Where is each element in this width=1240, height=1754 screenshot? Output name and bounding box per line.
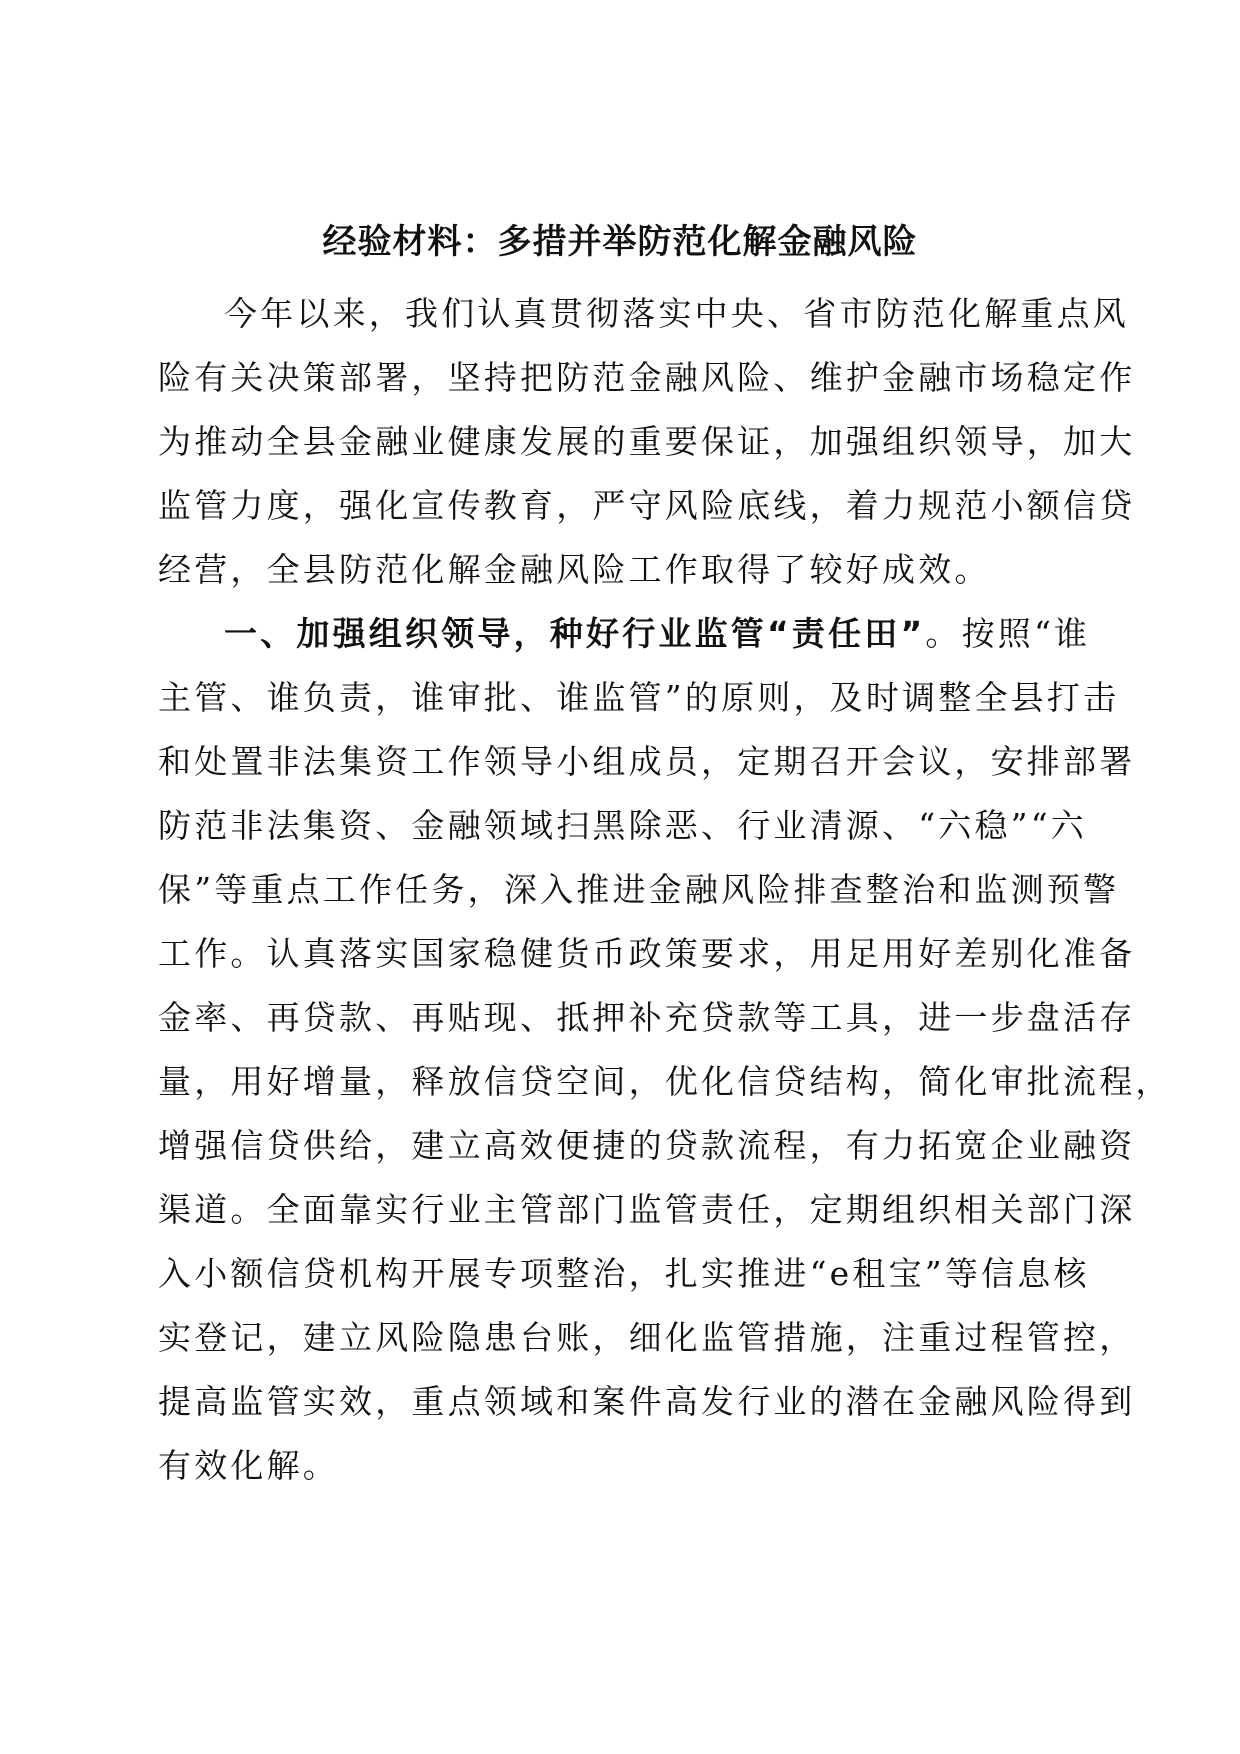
intro-line: 监管力度，强化宣传教育，严守风险底线，着力规范小额信贷: [158, 486, 1136, 525]
section-1-line: 实登记，建立风险隐患台账，细化监管措施，注重过程管控，: [158, 1318, 1136, 1357]
section-1-heading: 一、加强组织领导，种好行业监管“责任田”: [224, 614, 926, 653]
section-1-line: 防范非法集资、金融领域扫黑除恶、行业清源、“六稳”“六: [158, 806, 1088, 845]
section-1-line: 金率、再贷款、再贴现、抵押补充贷款等工具，进一步盘活存: [158, 998, 1136, 1037]
intro-paragraph: [158, 282, 1136, 602]
section-1-first-line-rest: 。按照“谁: [925, 614, 1091, 653]
section-1-paragraph: [158, 602, 1172, 1498]
section-1-line: 有效化解。: [158, 1446, 339, 1485]
section-1-line: 入小额信贷机构开展专项整治，扎实推进“e租宝”等信息核: [158, 1254, 1090, 1293]
intro-line: 经营，全县防范化解金融风险工作取得了较好成效。: [158, 550, 991, 589]
section-1-line: 渠道。全面靠实行业主管部门监管责任，定期组织相关部门深: [158, 1190, 1136, 1229]
document-title: 经验材料：多措并举防范化解金融风险: [322, 222, 918, 262]
section-1-line: 工作。认真落实国家稳健货币政策要求，用足用好差别化准备: [158, 934, 1136, 973]
section-1-first-line: [158, 602, 1091, 666]
section-1-line: 保”等重点工作任务，深入推进金融风险排查整治和监测预警: [158, 870, 1120, 909]
section-1-line: 增强信贷供给，建立高效便捷的贷款流程，有力拓宽企业融资: [158, 1126, 1136, 1165]
section-1-line: 量，用好增量，释放信贷空间，优化信贷结构，简化审批流程，: [158, 1062, 1172, 1101]
intro-line: 险有关决策部署，坚持把防范金融风险、维护金融市场稳定作: [158, 358, 1136, 397]
intro-line: 为推动全县金融业健康发展的重要保证，加强组织领导，加大: [158, 422, 1136, 461]
section-1-line: 和处置非法集资工作领导小组成员，定期召开会议，安排部署: [158, 742, 1136, 781]
section-1-line: 提高监管实效，重点领域和案件高发行业的潜在金融风险得到: [158, 1382, 1136, 1421]
section-1-line: 主管、谁负责，谁审批、谁监管”的原则，及时调整全县打击: [158, 678, 1120, 717]
intro-line: 今年以来，我们认真贯彻落实中央、省市防范化解重点风: [224, 294, 1129, 333]
